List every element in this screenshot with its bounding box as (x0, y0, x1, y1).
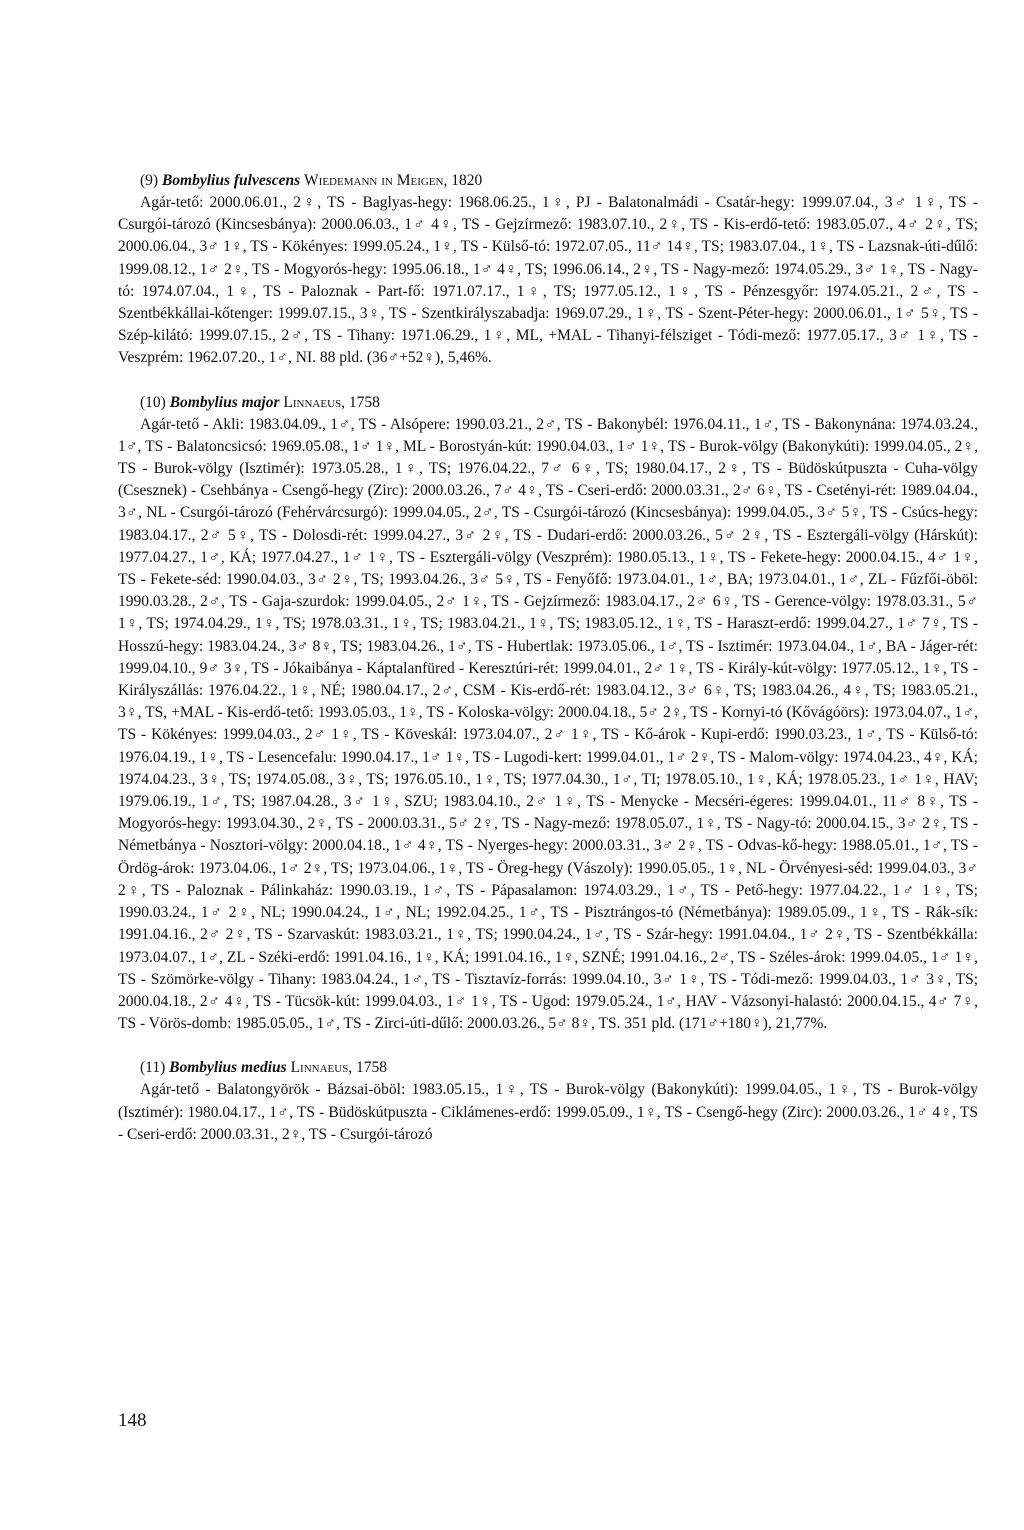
species-entry-10 (118, 392, 978, 1036)
species-entry-11 (118, 1057, 978, 1146)
species-heading (140, 170, 978, 192)
species-heading (140, 1057, 978, 1079)
species-name: Bombylius fulvescens (161, 172, 301, 189)
species-author: Wiedemann in Meigen, 1820 (304, 172, 483, 189)
species-name: Bombylius medius (169, 1059, 287, 1077)
species-entry-9 (118, 170, 978, 370)
entry-number: (10) (140, 393, 166, 411)
locality-records: Agár-tető - Balatongyörök - Bázsai-öböl: 1983.05.15., 1♀, TS - Burok-völgy (Bakonykúti): 1999.04.05., 1♀, TS - Burok-völgy (Isztimér): 1980.04.17., 1♂, TS - Büdöskútpuszta - Ciklámenes-erdő: 1999.05.09., 1♀, TS - Csengő-hegy (Zirc): 2000.03.26., 1♂ 4♀, TS - Cseri-erdő: 2000.03.31., 2♀, TS - Csurgói-tározó (118, 1081, 978, 1143)
entry-number: (9) (140, 172, 159, 189)
locality-records: Agár-tető: 2000.06.01., 2♀, TS - Baglyas-hegy: 1968.06.25., 1♀, PJ - Balatonalmádi - Csatár-hegy: 1999.07.04., 3♂ 1♀, TS - Csurgói-tározó (Kincsesbánya): 2000.06.03., 1♂ 4♀, TS - Gejzírmező: 1983.07.10., 2♀, TS - Kis-erdő-tető: 1983.05.07., 4♂ 2♀, TS; 2000.06.04., 3♂ 1♀, TS - Kökényes: 1999.05.24., 1♀, TS - Külső-tó: 1972.07.05., 11♂ 14♀, TS; 1983.07.04., 1♀, TS - Lazsnak-úti-dűlő: 1999.08.12., 1♂ 2♀, TS - Mogyorós-hegy: 1995.06.18., 1♂ 4♀, TS; 1996.06.14., 2♀, TS - Nagy-mező: 1974.05.29., 3♂ 1♀, TS - Nagy-tó: 1974.07.04., 1♀, TS - Paloznak - Part-fő: 1971.07.17., 1♀, TS; 1977.05.12., 1♀, TS - Pénzesgyőr: 1974.05.21., 2♂, TS - Szentbékkállai-kőtenger: 1999.07.15., 3♀, TS - Szentkirályszabadja: 1969.07.29., 1♀, TS - Szent-Péter-hegy: 2000.06.01., 1♂ 5♀, TS - Szép-kilátó: 1999.07.15., 2♂, TS - Tihany: 1971.06.29., 1♀, ML, +MAL - Tihanyi-félsziget - Tódi-mező: 1977.05.17., 3♂ 1♀, TS - Veszprém: 1962.07.20., 1♂, NI. 88 pld. (36♂+52♀), 5,46%. (118, 194, 978, 367)
entry-number: (11) (140, 1059, 166, 1077)
page-number: 148 (118, 1410, 147, 1431)
species-name: Bombylius major (169, 393, 280, 411)
species-author: Linnaeus, 1758 (290, 1059, 388, 1077)
species-author: Linnaeus, 1758 (283, 393, 380, 411)
document-page (118, 170, 978, 1168)
locality-records: Agár-tető - Akli: 1983.04.09., 1♂, TS - Alsópere: 1990.03.21., 2♂, TS - Bakonybél: 1976.04.11., 1♂, TS - Bakonynána: 1974.03.24., 1♂, TS - Balatoncsicsó: 1969.05.08., 1♂ 1♀, ML - Borostyán-kút: 1990.04.03., 1♂ 1♀, TS - Burok-völgy (Bakonykúti): 1999.04.05., 2♀, TS - Burok-völgy (Isztimér): 1973.05.28., 1♀, TS; 1976.04.22., 7♂ 6♀, TS; 1980.04.17., 2♀, TS - Büdöskútpuszta - Cuha-völgy (Csesznek) - Csehbánya - Csengő-hegy (Zirc): 2000.03.26., 7♂ 4♀, TS - Cseri-erdő: 2000.03.31., 2♂ 6♀, TS - Csetényi-rét: 1989.04.04., 3♂, NL - Csurgói-tározó (Fehérvárcsurgó): 1999.04.05., 2♂, TS - Csurgói-tározó (Kincsesbánya): 1999.04.05., 3♂ 5♀, TS - Csúcs-hegy: 1983.04.17., 2♂ 5♀, TS - Dolosdi-rét: 1999.04.27., 3♂ 2♀, TS - Dudari-erdő: 2000.03.26., 5♂ 2♀, TS - Esztergáli-völgy (Hárskút): 1977.04.27., 1♂, KÁ; 1977.04.27., 1♂ 1♀, TS - Esztergáli-völgy (Veszprém): 1980.05.13., 1♀, TS - Fekete-hegy: 2000.04.15., 4♂ 1♀, TS - Fekete-séd: 1990.04.03., 3♂ 2♀, TS; 1993.04.26., 3♂ 5♀, TS - Fenyőfő: 1973.04.01., 1♂, BA; 1973.04.01., 1♂, ZL - Fűzfői-öböl: 1990.03.28., 2♂, TS - Gaja-szurdok: 1999.04.05., 2♂ 1♀, TS - Gejzírmező: 1983.04.17., 2♂ 6♀, TS - Gerence-völgy: 1978.03.31., 5♂ 1♀, TS; 1974.04.29., 1♀, TS; 1978.03.31., 1♀, TS; 1983.04.21., 1♀, TS; 1983.05.12., 1♀, TS - Haraszt-erdő: 1999.04.27., 1♂ 7♀, TS - Hosszú-hegy: 1983.04.24., 3♂ 8♀, TS; 1983.04.26., 1♂, TS - Hubertlak: 1973.05.06., 1♂, TS - Isztimér: 1973.04.04., 1♂, BA - Jáger-rét: 1999.04.10., 9♂ 3♀, TS - Jókaibánya - Káptalanfüred - Keresztúri-rét: 1999.04.01., 2♂ 1♀, TS - Király-kút-völgy: 1977.05.12., 1♀, TS - Királyszállás: 1976.04.22., 1♀, NÉ; 1980.04.17., 2♂, CSM - Kis-erdő-rét: 1983.04.12., 3♂ 6♀, TS; 1983.04.26., 4♀, TS; 1983.05.21., 3♀, TS, +MAL - Kis-erdő-tető: 1993.05.03., 1♀, TS - Koloska-völgy: 2000.04.18., 5♂ 2♀, TS - Kornyi-tó (Kővágóörs): 1973.04.07., 1♂, TS - Kökényes: 1999.04.03., 2♂ 1♀, TS - Köveskál: 1973.04.07., 2♂ 1♀, TS - Kő-árok - Kupi-erdő: 1990.03.23., 1♂, TS - Külső-tó: 1976.04.19., 1♀, TS - Lesencefalu: 1990.04.17., 1♂ 1♀, TS - Lugodi-kert: 1999.04.01., 1♂ 2♀, TS - Malom-völgy: 1974.04.23., 4♀, KÁ; 1974.04.23., 3♀, TS; 1974.05.08., 3♀, TS; 1976.05.10., 1♀, TS; 1977.04.30., 1♂, TI; 1978.05.10., 1♀, KÁ; 1978.05.23., 1♂ 1♀, HAV; 1979.06.19., 1♂, TS; 1987.04.28., 3♂ 1♀, SZU; 1983.04.10., 2♂ 1♀, TS - Menycke - Mecséri-égeres: 1999.04.01., 11♂ 8♀, TS - Mogyorós-hegy: 1993.04.30., 2♀, TS - 2000.03.31., 5♂ 2♀, TS - Nagy-mező: 1978.05.07., 1♀, TS - Nagy-tó: 2000.04.15., 3♂ 2♀, TS - Németbánya - Nosztori-völgy: 2000.04.18., 1♂ 4♀, TS - Nyerges-hegy: 2000.03.31., 3♂ 2♀, TS - Odvas-kő-hegy: 1988.05.01., 1♂, TS - Ördög-árok: 1973.04.06., 1♂ 2♀, TS; 1973.04.06., 1♀, TS - Öreg-hegy (Vászoly): 1990.05.05., 1♀, NL - Örvényesi-séd: 1999.04.03., 3♂ 2♀, TS - Paloznak - Pálinkaház: 1990.03.19., 1♂, TS - Pápasalamon: 1974.03.29., 1♂, TS - Pető-hegy: 1977.04.22., 1♂ 1♀, TS; 1990.03.24., 1♂ 2♀, NL; 1990.04.24., 1♂, NL; 1992.04.25., 1♂, TS - Pisztrángos-tó (Németbánya): 1989.05.09., 1♀, TS - Rák-sík: 1991.04.16., 2♂ 2♀, TS - Szarvaskút: 1983.03.21., 1♀, TS; 1990.04.24., 1♂, TS - Szár-hegy: 1991.04.04., 1♂ 2♀, TS - Szentbékkálla: 1973.04.07., 1♂, ZL - Széki-erdő: 1991.04.16., 1♀, KÁ; 1991.04.16., 1♀, SZNÉ; 1991.04.16., 2♂, TS - Széles-árok: 1999.04.05., 1♂ 1♀, TS - Szömörke-völgy - Tihany: 1983.04.24., 1♂, TS - Tisztavíz-forrás: 1999.04.10., 3♂ 1♀, TS - Tódi-mező: 1999.04.03., 1♂ 3♀, TS; 2000.04.18., 2♂ 4♀, TS - Tücsök-kút: 1999.04.03., 1♂ 1♀, TS - Ugod: 1979.05.24., 1♂, HAV - Vázsonyi-halastó: 2000.04.15., 4♂ 7♀, TS - Vörös-domb: 1985.05.05., 1♂, TS - Zirci-úti-dűlő: 2000.03.26., 5♂ 8♀, TS. 351 pld. (171♂+180♀), 21,77%. (118, 415, 978, 1033)
species-heading (140, 392, 978, 414)
